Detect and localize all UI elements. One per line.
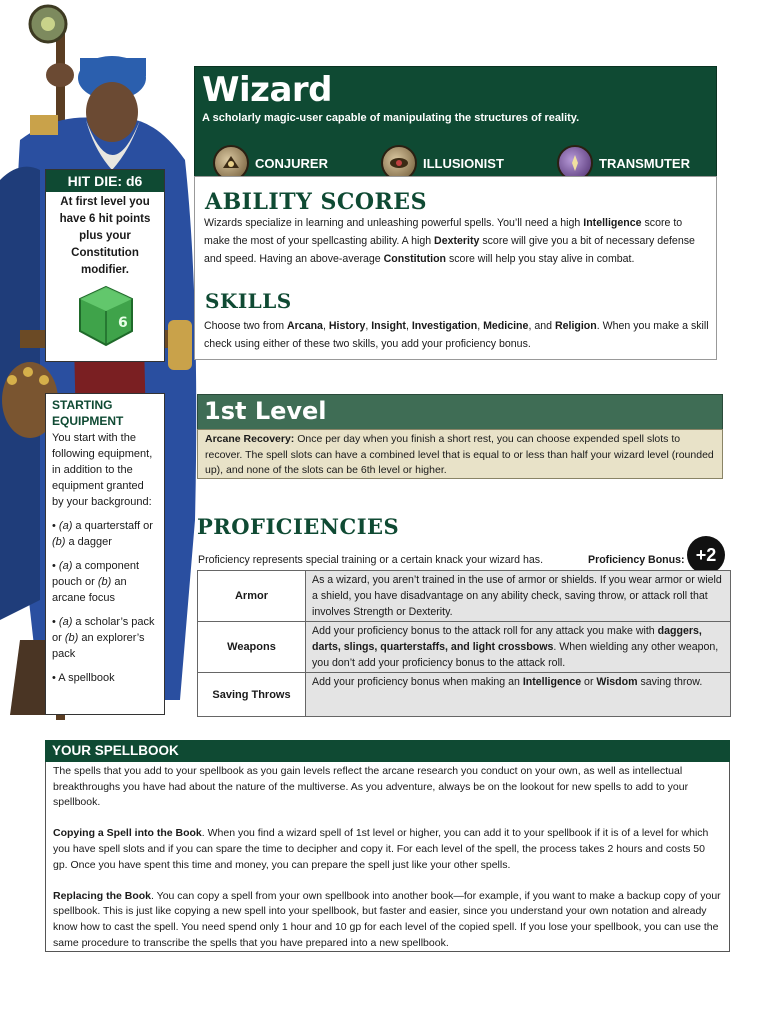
table-row (198, 622, 731, 673)
arcane-recovery-box (197, 429, 723, 479)
skill-medicine: Medicine (483, 320, 529, 332)
equipment-item-spellbook: • A spellbook (52, 672, 115, 684)
equipment-item-2a: a component pouch or (52, 560, 140, 588)
copying-spell-label: Copying a Spell into the Book (53, 827, 202, 840)
proficiencies-heading: PROFICIENCIES (197, 514, 400, 539)
skill-insight: Insight (371, 320, 406, 332)
saves-text-2: saving throw. (637, 676, 703, 688)
replacing-book-text: . You can copy a spell from your own spellbook into another book—for example, if you want to make a backup copy of your spellbook. This is just like copying a new spell into your spellbook, but faster and easier, since you understand your own notation and already know how to cast the spell. You need spend only 1 hour and 10 gp for each level of the copied spell. If you lose your spellbook, you can use the same procedure to transcribe the spells that you have prepared into a new spellbook. (53, 889, 721, 949)
spellbook-box (45, 762, 730, 952)
ability-skills-box (194, 176, 717, 360)
ability-text-1: Wizards specialize in learning and unleashing powerful spells. You’ll need a high (204, 217, 584, 229)
saving-throws-text (306, 673, 731, 717)
arcane-recovery-text: Once per day when you finish a short rest, you can choose expended spell slots to recover. The spell slots can have a combined level that is equal to or less than half your wizard level (rounded up), and none of the slots can be 6th level or higher. (205, 433, 714, 476)
skills-and: , and (528, 320, 555, 332)
skills-text: Choose two from Arcana, History, Insight, Investigation, Medicine, and Religion. When you make a skill check using either of these two skills, you add your proficiency bonus. (204, 320, 709, 350)
hit-die-heading: HIT DIE: d6 (46, 170, 164, 192)
ability-text-2: score to make the most of your spellcasting ability. A high (204, 217, 683, 247)
skill-religion: Religion (554, 320, 597, 332)
weapons-label: Weapons (198, 622, 306, 673)
equipment-item-4: A spellbook (55, 672, 115, 684)
spellbook-paragraph-1: The spells that you add to your spellbook as you gain levels reflect the arcane research you conduct on your own, as well as intellectual breakthroughs you have had about the nature of the multiverse. As you adventure, always be on the lookout for new spells to add to your spellbook. (53, 765, 689, 809)
weapons-text (306, 622, 731, 673)
option-a: (a) (58, 520, 73, 532)
copying-spell-text: . When you find a wizard spell of 1st level or higher, you can add it to your spellbook if it is of a level for which you have spell slots and if you can spare the time to decipher and copy it. For each level of the spell, the process takes 2 hours and costs 50 gp. Once you have spent this time and money, you can prepare the spell just like your other spells. (53, 827, 709, 871)
equipment-item-focus: • (a) a component pouch or (b) an arcane focus (52, 560, 140, 604)
save-wisdom: Wisdom (596, 676, 638, 688)
skill-investigation: Investigation (411, 320, 478, 332)
option-a: (a) (58, 560, 73, 572)
equipment-heading: STARTING EQUIPMENT (52, 398, 124, 428)
subclass-transmuter-label: TRANSMUTER (599, 155, 690, 171)
equipment-item-3b: an explorer’s pack (52, 632, 145, 660)
subclass-conjurer-label: CONJURER (255, 155, 328, 171)
arcane-recovery-label: Arcane Recovery: (205, 433, 295, 445)
option-b: (b) (97, 576, 112, 588)
class-title: Wizard (202, 70, 332, 110)
hit-die-box (45, 169, 165, 362)
option-a: (a) (58, 616, 73, 628)
first-level-banner (197, 394, 723, 430)
spellbook-paragraph-3 (53, 889, 722, 951)
d6-die-icon (74, 283, 138, 351)
title-banner (194, 66, 717, 191)
armor-text: As a wizard, you aren’t trained in the use of armor or shields. If you wear armor or wield a shield, you have disadvantage on any ability check, saving throw, or attack roll that involves Strength or Dexterity. (306, 571, 731, 622)
weapons-text-1: Add your proficiency bonus to the attack roll for any attack you make with (312, 625, 658, 637)
proficiencies-table (197, 570, 731, 717)
armor-label: Armor (198, 571, 306, 622)
ability-scores-text (204, 214, 709, 268)
ability-intelligence: Intelligence (583, 217, 642, 229)
replacing-book-label: Replacing the Book (53, 889, 152, 902)
spellbook-heading: YOUR SPELLBOOK (45, 740, 730, 762)
saves-text-1: Add your proficiency bonus when making an (312, 676, 523, 688)
skills-text-1: Choose two from (204, 320, 288, 332)
weapons-text-2: . When wielding any other weapon, you don’t add your proficiency bonus to the attack roll. (312, 641, 719, 669)
starting-equipment-box (45, 393, 165, 715)
proficiency-bonus-badge: +2 (687, 536, 725, 574)
skills-text-2: . When you make a skill check using either of these two skills, you add your proficiency bonus. (204, 320, 709, 350)
proficiencies-intro: Proficiency represents special training or a certain knack your wizard has. (198, 554, 544, 566)
spellbook-paragraph-2 (53, 826, 722, 873)
ability-scores-heading: ABILITY SCORES (205, 189, 427, 215)
equipment-item-1a: a quarterstaff or (72, 520, 153, 532)
ability-text-3: score will give you a bit of necessary defense and speed. Having an above-average (204, 235, 695, 265)
table-row (198, 571, 731, 622)
skills-heading: SKILLS (205, 289, 292, 313)
equipment-intro: You start with the following equipment, in addition to the equipment granted by your background: (52, 432, 153, 508)
save-intelligence: Intelligence (522, 676, 582, 688)
proficiency-bonus-label: Proficiency Bonus: (588, 554, 685, 566)
option-b: (b) (52, 536, 66, 548)
hit-die-text: At first level you have 6 hit points plus your Constitution modifier. (59, 196, 151, 276)
equipment-item-weapon: • (a) a quarterstaff or (b) a dagger (52, 520, 153, 548)
saves-or: or (581, 676, 597, 688)
table-row (198, 673, 731, 717)
saving-throws-label: Saving Throws (198, 673, 306, 717)
first-level-heading: 1st Level (204, 397, 327, 425)
ability-constitution: Constitution (383, 253, 447, 265)
ability-dexterity: Dexterity (434, 235, 480, 247)
equipment-item-1b: a dagger (65, 536, 112, 548)
die-face-number: 6 (118, 315, 128, 331)
equipment-item-2b: an arcane focus (52, 576, 127, 604)
class-subtitle: A scholarly magic-user capable of manipulating the structures of reality. (202, 112, 580, 124)
equipment-item-pack: • (a) a scholar’s pack or (b) an explorer’s pack (52, 616, 155, 660)
skill-arcana: Arcana (287, 320, 323, 332)
weapons-list: daggers, darts, slings, quarterstaffs, and light crossbows (312, 625, 702, 653)
ability-text-4: score will help you stay alive in combat. (446, 253, 635, 265)
option-b: (b) (64, 632, 79, 644)
skill-history: History (328, 320, 366, 332)
equipment-item-3a: a scholar’s pack or (52, 616, 155, 644)
subclass-illusionist-label: ILLUSIONIST (423, 155, 504, 171)
